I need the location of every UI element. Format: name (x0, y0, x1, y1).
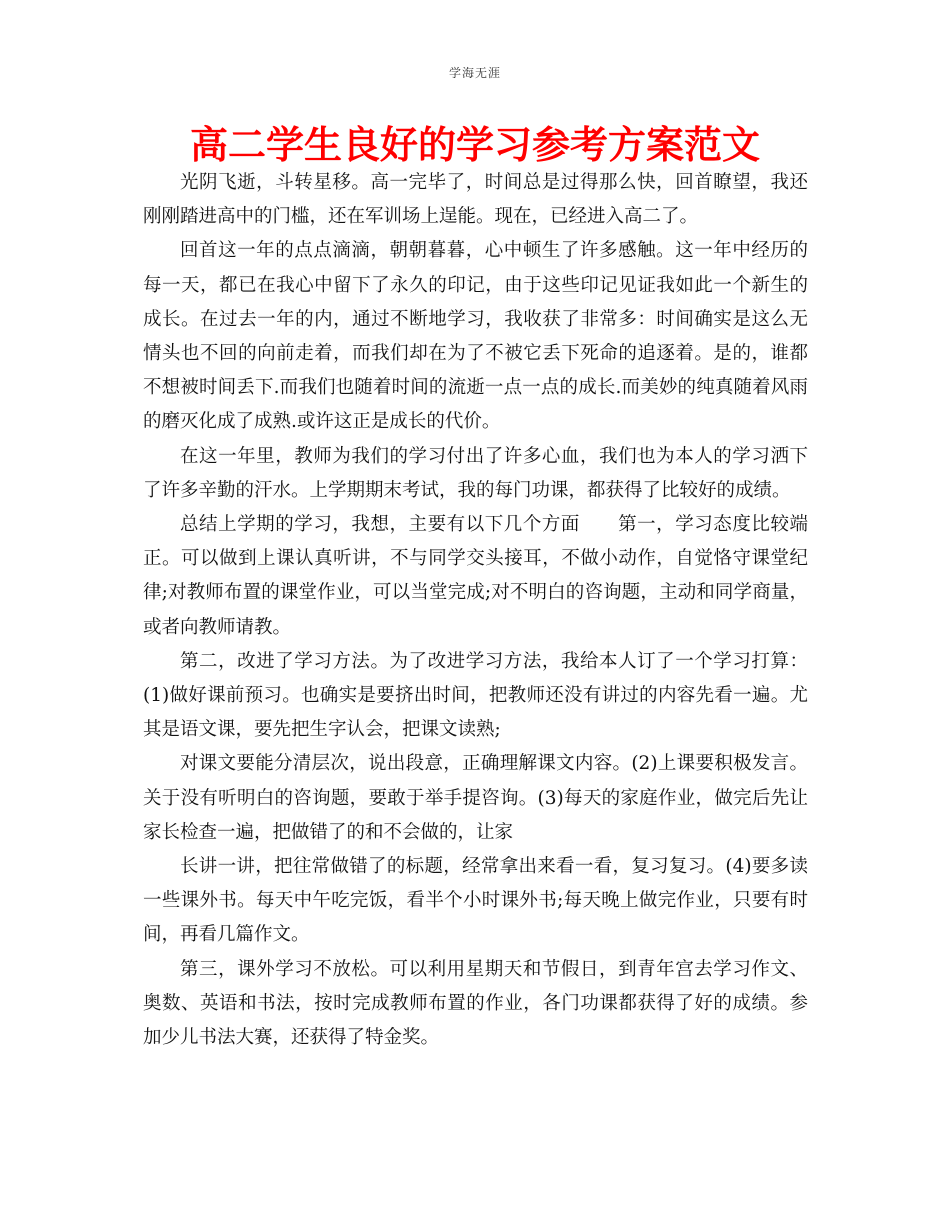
paragraph: 第三，课外学习不放松。可以利用星期天和节假日，到青年宫去学习作文、奥数、英语和书法，按时完成教师布置的作业，各门功课都获得了好的成绩。参加少儿书法大赛，还获得了特金奖。 (143, 958, 808, 1049)
paragraph: 第二，改进了学习方法。为了改进学习方法，我给本人订了一个学习打算：(1)做好课前预习。也确实是要挤出时间，把教师还没有讲过的内容先看一遍。尤其是语文课，要先把生字认会，把课文读熟; (143, 650, 808, 741)
paragraph: 对课文要能分清层次，说出段意，正确理解课文内容。(2)上课要积极发言。关于没有听明白的咨询题，要敢于举手提咨询。(3)每天的家庭作业，做完后先让家长检查一遍，把做错了的和不会做的，让家 (143, 753, 808, 843)
paragraph: 总结上学期的学习，我想，主要有以下几个方面 第一，学习态度比较端正。可以做到上课认真听讲，不与同学交头接耳，不做小动作，自觉恪守课堂纪律;对教师布置的课堂作业，可以当堂完成;对不明白的咨询题，主动和同学商量，或者向教师请教。 (143, 514, 808, 638)
paragraph: 光阴飞逝，斗转星移。高一完毕了，时间总是过得那么快，回首瞭望，我还刚刚踏进高中的门槛，还在军训场上逞能。现在，已经进入高二了。 (143, 172, 808, 228)
page-header: 学海无涯 (448, 66, 501, 80)
paragraph: 长讲一讲，把往常做错了的标题，经常拿出来看一看，复习复习。(4)要多读一些课外书。每天中午吃完饭，看半个小时课外书;每天晚上做完作业，只要有时间，再看几篇作文。 (143, 856, 808, 946)
paragraph: 回首这一年的点点滴滴，朝朝暮暮，心中顿生了许多感触。这一年中经历的每一天，都已在我心中留下了永久的印记，由于这些印记见证我如此一个新生的成长。在过去一年的内，通过不断地学习，我收获了非常多：时间确实是这么无情头也不回的向前走着，而我们却在为了不被它丢下死命的追逐着。是的，谁都不想被时间丢下.而我们也随着时间的流逝一点一点的成长.而美妙的纯真随着风雨的磨灭化成了成熟.或许这正是成长的代价。 (143, 240, 808, 433)
paragraph: 在这一年里，教师为我们的学习付出了许多心血，我们也为本人的学习洒下了许多辛勤的汗水。上学期期末考试，我的每门功课，都获得了比较好的成绩。 (143, 445, 808, 501)
document-body (143, 166, 808, 1055)
document-title: 高二学生良好的学习参考方案范文 (189, 123, 760, 167)
